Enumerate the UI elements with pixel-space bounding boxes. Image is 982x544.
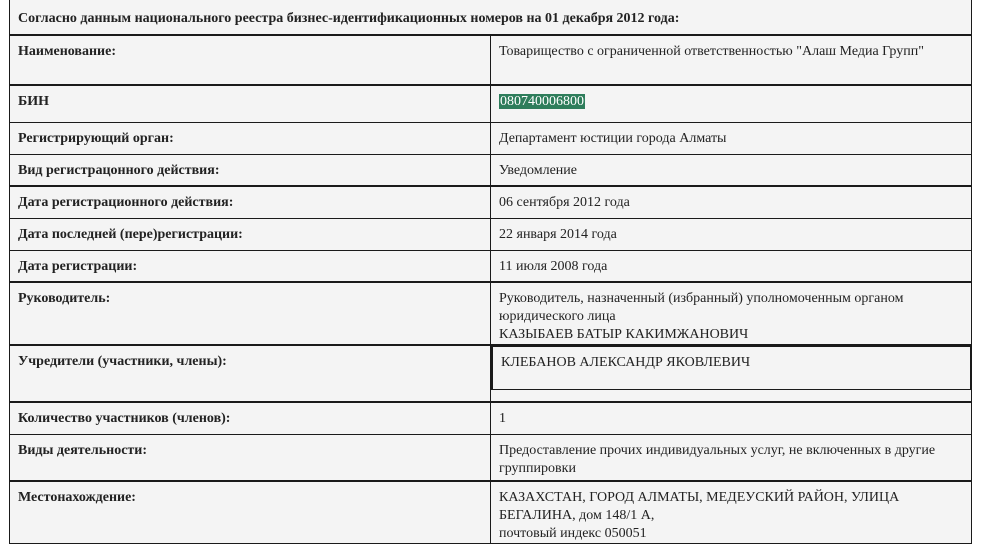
founders-nested-box bbox=[491, 346, 971, 390]
value-registrar: Департамент юстиции города Алматы bbox=[491, 122, 972, 154]
row-name bbox=[10, 35, 972, 85]
registry-table bbox=[9, 0, 972, 544]
registry-header-row bbox=[10, 0, 972, 35]
label-name: Наименование: bbox=[10, 35, 491, 85]
row-action-type bbox=[10, 154, 972, 186]
label-action-date: Дата регистрационного действия: bbox=[10, 186, 491, 218]
registry-frame bbox=[9, 0, 972, 541]
label-activities: Виды деятельности: bbox=[10, 434, 491, 481]
row-members-count bbox=[10, 402, 972, 434]
value-founders-cell bbox=[491, 345, 972, 402]
row-location bbox=[10, 481, 972, 544]
label-registrar: Регистрирующий орган: bbox=[10, 122, 491, 154]
row-founders bbox=[10, 345, 972, 402]
value-action-type: Уведомление bbox=[491, 154, 972, 186]
value-registration-date: 11 июля 2008 года bbox=[491, 250, 972, 282]
location-postcode: почтовый индекс 050051 bbox=[499, 526, 647, 541]
director-role: Руководитель, назначенный (избранный) уполномоченным органом юридического лица bbox=[499, 291, 904, 324]
value-last-registration: 22 января 2014 года bbox=[491, 218, 972, 250]
bin-selected-text[interactable]: 080740006800 bbox=[500, 94, 584, 109]
row-director bbox=[10, 282, 972, 345]
row-registration-date bbox=[10, 250, 972, 282]
label-registration-date: Дата регистрации: bbox=[10, 250, 491, 282]
registry-header: Согласно данным национального реестра бизнес-идентификационных номеров на 01 декабря 2012 года: bbox=[10, 0, 972, 35]
founder-name: КЛЕБАНОВ АЛЕКСАНДР ЯКОВЛЕВИЧ bbox=[501, 355, 751, 370]
row-registrar bbox=[10, 122, 972, 154]
value-activities: Предоставление прочих индивидуальных услуг, не включенных в другие группировки bbox=[491, 434, 972, 481]
row-activities bbox=[10, 434, 972, 481]
director-name: КАЗЫБАЕВ БАТЫР КАКИМЖАНОВИЧ bbox=[499, 327, 749, 342]
label-bin: БИН bbox=[10, 85, 491, 122]
row-bin bbox=[10, 85, 972, 122]
value-bin-cell bbox=[491, 85, 972, 122]
location-address: КАЗАХСТАН, ГОРОД АЛМАТЫ, МЕДЕУСКИЙ РАЙОН, УЛИЦА БЕГАЛИНА, дом 148/1 А, bbox=[499, 490, 900, 523]
value-location bbox=[491, 481, 972, 544]
label-founders: Учредители (участники, члены): bbox=[10, 345, 491, 402]
value-director bbox=[491, 282, 972, 345]
label-location: Местонахождение: bbox=[10, 481, 491, 544]
value-name: Товарищество с ограниченной ответственностью "Алаш Медиа Групп" bbox=[491, 35, 972, 85]
value-members-count: 1 bbox=[491, 402, 972, 434]
row-action-date bbox=[10, 186, 972, 218]
row-last-registration bbox=[10, 218, 972, 250]
value-action-date: 06 сентября 2012 года bbox=[491, 186, 972, 218]
label-last-registration: Дата последней (пере)регистрации: bbox=[10, 218, 491, 250]
label-action-type: Вид регистрацонного действия: bbox=[10, 154, 491, 186]
label-director: Руководитель: bbox=[10, 282, 491, 345]
label-members-count: Количество участников (членов): bbox=[10, 402, 491, 434]
